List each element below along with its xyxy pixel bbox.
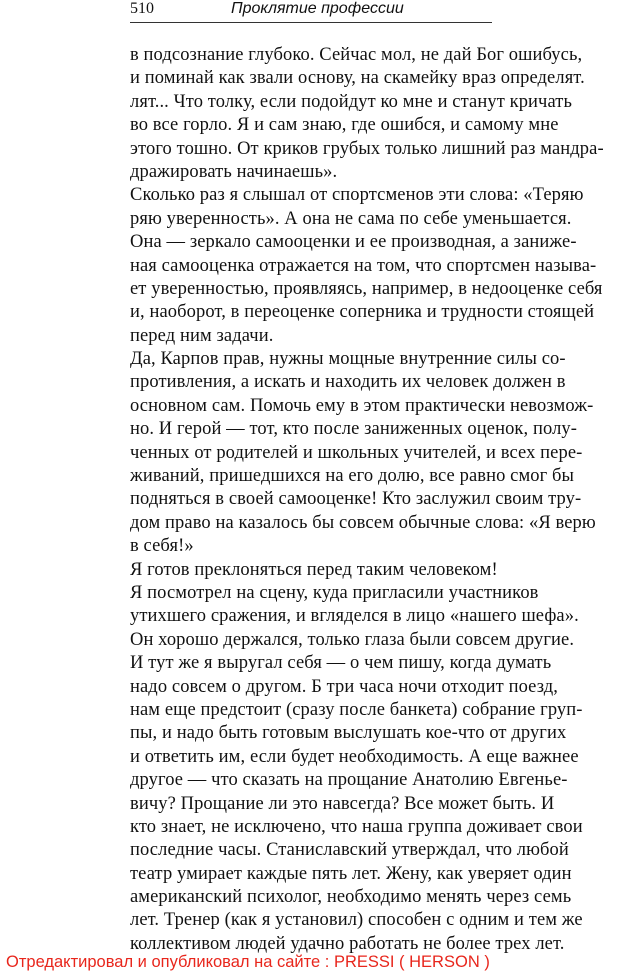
text-line: перед ним задачи. [130,325,274,346]
text-line: противления, а искать и находить их человек должен в [130,372,566,393]
body-text [130,44,620,956]
text-line: в подсознание глубоко. Сейчас мол, не дай Бог ошибусь, [130,45,583,65]
text-line: этого тошно. От криков грубых только лишний раз мандра- [130,138,604,159]
page-header [130,0,492,23]
text-line: кто знает, не исключено, что наша группа доживает свои [130,816,583,837]
text-line: лят... Что толку, если подойдут ко мне и станут кричать [130,91,573,112]
text-line: дом право на казалось бы совсем обычные слова: «Я верю [130,512,596,533]
text-line: вичу? Прощание ли это навсегда? Все может быть. И [130,793,555,814]
text-line: Сколько раз я слышал от спортсменов эти слова: «Теряю [130,185,584,206]
footer-credit: Отредактировал и опубликовал на сайте : PRESSI ( HERSON ) [6,953,490,971]
text-line: и ответить им, если будет необходимость. А еще важнее [130,746,579,767]
text-line: американский психолог, необходимо менять через семь [130,887,572,908]
text-line: во все горло. Я и сам знаю, где ошибся, и самому мне [130,115,559,136]
text-line: ченных от родителей и школьных учителей, и всех пере- [130,442,583,463]
text-line: дражировать начинаешь». [130,161,338,182]
text-line: подняться в своей самооценке! Кто заслужил своим тру- [130,489,582,510]
text-line: пы, и надо быть готовым выслушать кое-что от других [130,723,567,744]
text-line: Я готов преклоняться перед таким человеком! [130,559,498,580]
text-line: коллективом людей удачно работать не более трех лет. [130,933,565,954]
text-line: ет уверенностью, проявляясь, например, в недооценке себя [130,278,603,299]
text-line: театр умирает каждые пять лет. Жену, как уверяет один [130,863,572,884]
text-line: Да, Карпов прав, нужны мощные внутренние силы со- [130,349,566,370]
text-line: и, наоборот, в переоценке соперника и трудности стоящей [130,302,595,323]
text-line: И тут же я выругал себя — о чем пишу, когда думать [130,653,552,674]
text-line: другое — что сказать на прощание Анатолию Евгенье- [130,770,568,791]
running-title: Проклятие профессии [231,0,404,17]
text-line: лет. Тренер (как я установил) способен с одним и тем же [130,910,583,931]
text-line: надо совсем о другом. Б три часа ночи отходит поезд, [130,676,559,697]
text-line: Он хорошо держался, только глаза были совсем другие. [130,629,575,650]
text-line: но. И герой — тот, кто после заниженных оценок, полу- [130,419,578,440]
text-line: ряю уверенность». А она не сама по себе уменьшается. [130,208,572,229]
text-line: ная самооценка отражается на том, что спортсмен называ- [130,255,597,276]
text-line: живаний, пришедшихся на его долю, все равно смог бы [130,466,575,487]
text-line: в себя!» [130,536,194,557]
text-line: и поминай как звали основу, на скамейку враз определят. [130,68,585,89]
text-line: утихшего сражения, и вгляделся в лицо «нашего шефа». [130,606,579,627]
text-line: нам еще предстоит (сразу после банкета) собрание груп- [130,699,583,720]
text-line: Она — зеркало самооценки и ее производная, а заниже- [130,232,577,253]
text-line: последние часы. Станиславский утверждал, что любой [130,840,569,861]
page-number: 510 [130,0,154,17]
text-line: основном сам. Помочь ему в этом практически невозмож- [130,395,594,416]
text-line: Я посмотрел на сцену, куда пригласили участников [130,582,539,603]
